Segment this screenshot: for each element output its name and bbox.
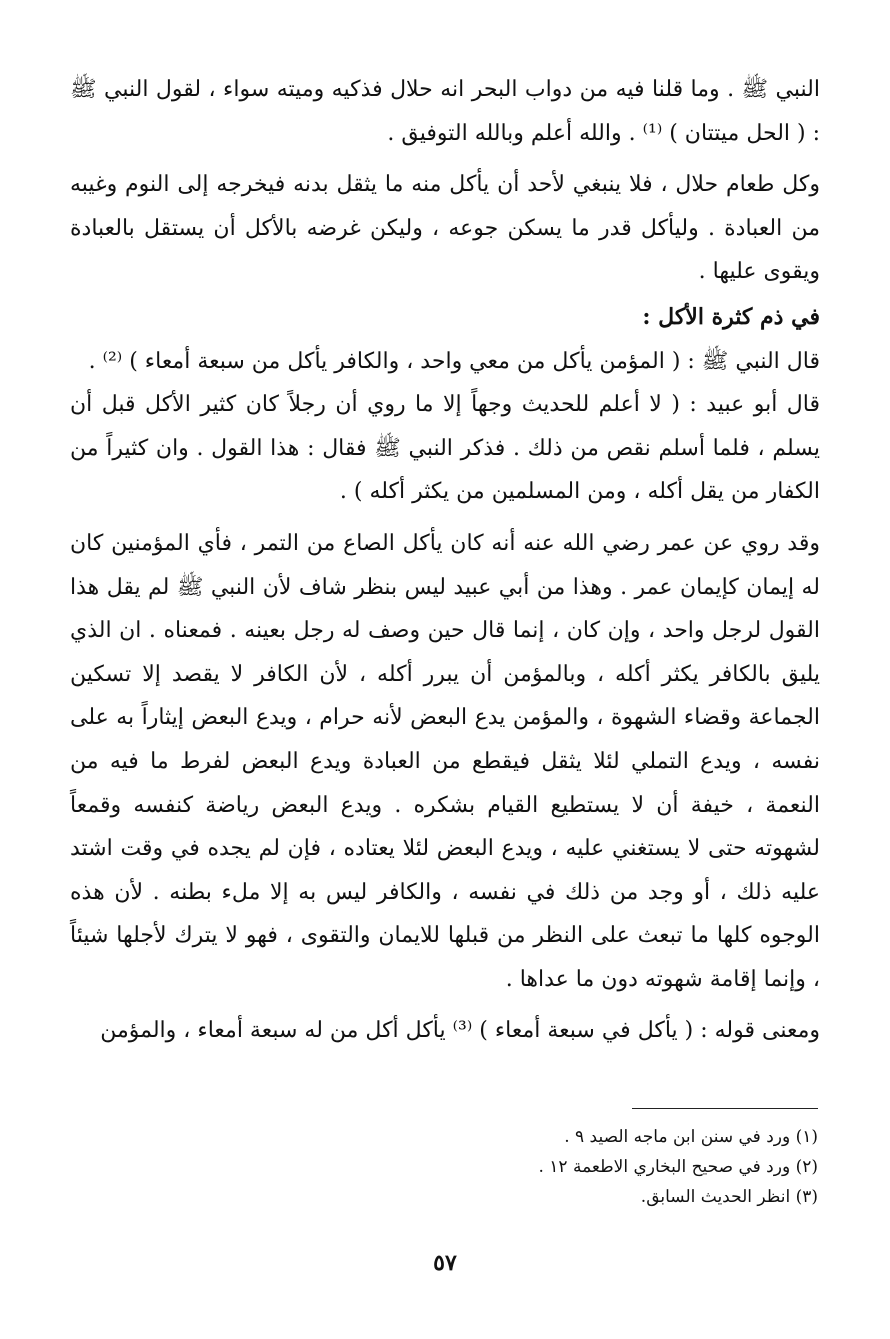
- footnote-3: (٣) انظر الحديث السابق.: [640, 1187, 818, 1207]
- paragraph-2: وكل طعام حلال ، فلا ينبغي لأحد أن يأكل منه ما يثقل بدنه فيخرجه إلى النوم وغيبه من العبادة . وليأكل قدر ما يسكن جوعه ، وليكن غرضه بالأكل أن يستقل بالعبادة ويقوى عليها .: [70, 172, 820, 285]
- paragraph-1: النبي ﷺ . وما قلنا فيه من دواب البحر انه حلال فذكيه وميته سواء ، لقول النبي ﷺ : ( الحل ميتتان ) ⁽¹⁾ . والله أعلم وبالله التوفيق .: [70, 77, 820, 146]
- paragraph-5: وقد روي عن عمر رضي الله عنه أنه كان يأكل الصاع من التمر ، فأي المؤمنين كان له إيمان كإيمان عمر . وهذا من أبي عبيد ليس بنظر شاف لأن النبي ﷺ لم يقل هذا القول لرجل واحد ، وإن كان ، إنما قال حين وصف له رجل بعينه . فمعناه . ان الذي يليق بالكافر يكثر أكله ، وبالمؤمن أن يبرر أكله ، لأن الكافر لا يقصد إلا تسكين الجماعة وقضاء الشهوة ، والمؤمن يدع البعض لأنه حرام ، ويدع البعض إيثاراً به على نفسه ، ويدع التملي لئلا يثقل فيقطع من العبادة ويدع البعض لفرط ما فيه من النعمة ، خيفة أن لا يستطيع القيام بشكره . ويدع البعض رياضة كنفسه وقمعاً لشهوته حتى لا يستغني عليه ، ويدع البعض لئلا يعتاده ، فإن لم يجده في وقت اشتد عليه ذلك ، أو وجد من ذلك في نفسه ، والكافر ليس به إلا ملء بطنه . لأن هذه الوجوه كلها ما تبعث على النظر من قبلها للايمان والتقوى ، فهو لا يترك لأجلها شيئاً ، وإنما إقامة شهوته دون ما عداها .: [70, 530, 820, 992]
- footnote-2: (٢) ورد في صحيح البخاري الاطعمة ١٢ .: [538, 1157, 818, 1177]
- paragraph-3: قال النبي ﷺ : ( المؤمن يأكل من معي واحد ، والكافر يأكل من سبعة أمعاء ) ⁽²⁾ .: [88, 348, 820, 374]
- paragraph-6: ومعنى قوله : ( يأكل في سبعة أمعاء ) ⁽³⁾ يأكل أكل من له سبعة أمعاء ، والمؤمن: [100, 1018, 820, 1044]
- main-text: [70, 68, 820, 1053]
- footnote-divider: [632, 1108, 818, 1109]
- footnote-1: (١) ورد في سنن ابن ماجه الصيد ٩ .: [564, 1127, 818, 1147]
- paragraph-4: قال أبو عبيد : ( لا أعلم للحديث وجهاً إلا ما روي أن رجلاً كان كثير الأكل قبل أن يسلم ، فلما أسلم نقص من ذلك . فذكر النبي ﷺ فقال : هذا القول . وان كثيراً من الكفار من يقل أكله ، ومن المسلمين من يكثر أكله ) .: [70, 392, 821, 505]
- page-number: ٥٧: [433, 1250, 457, 1276]
- footnotes: [258, 1122, 818, 1212]
- section-heading: في ذم كثرة الأكل :: [642, 303, 820, 330]
